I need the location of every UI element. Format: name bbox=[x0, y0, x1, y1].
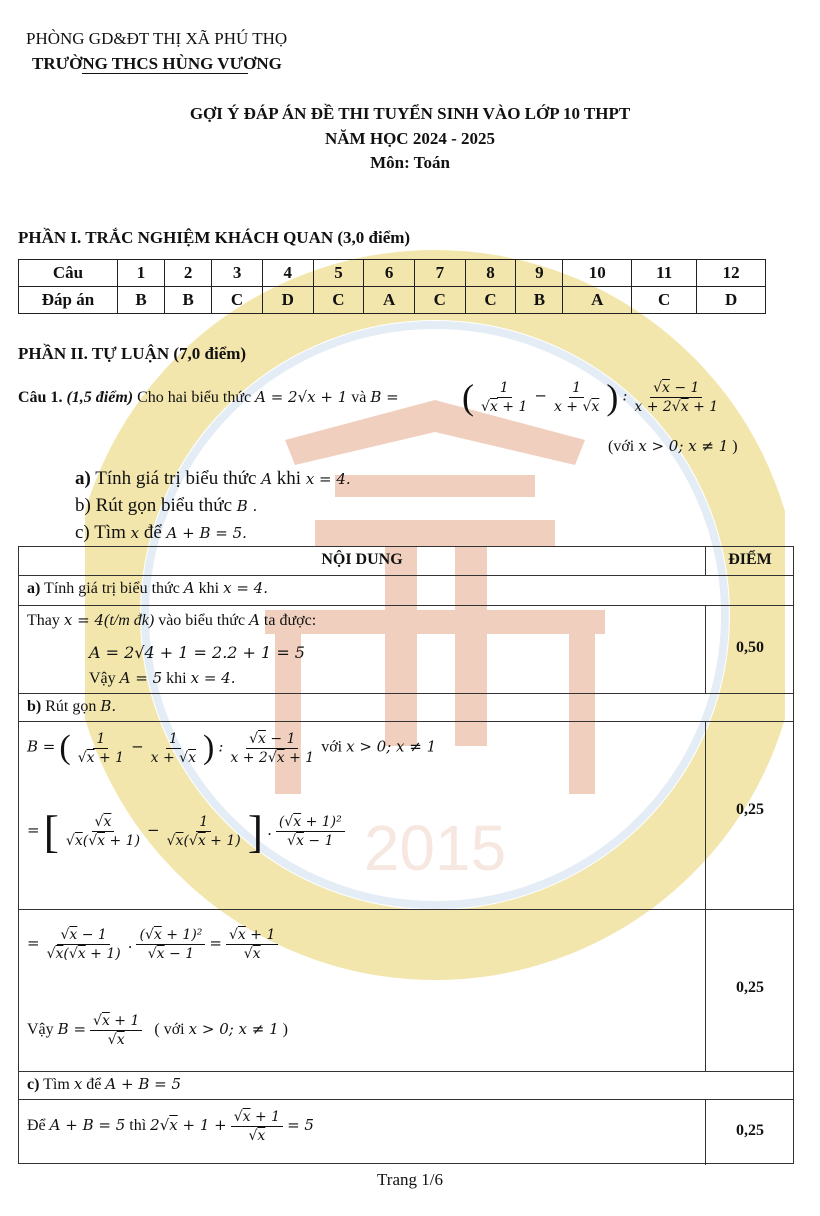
col-header-content: NỘI DUNG bbox=[321, 551, 403, 568]
row-label-answer: Đáp án bbox=[19, 287, 118, 314]
row-divider bbox=[19, 1099, 793, 1100]
section-a-expr2: x = 4. bbox=[223, 579, 268, 597]
task-c-expr2: A + B = 5. bbox=[166, 524, 247, 542]
answer-key-answer-row bbox=[19, 287, 766, 314]
task-a-expr2: x = 4. bbox=[305, 470, 351, 488]
doc-subject: Môn: Toán bbox=[370, 153, 450, 172]
row-label-question: Câu bbox=[19, 260, 118, 287]
answer-letter: C bbox=[414, 287, 465, 314]
task-c-expr: x bbox=[130, 524, 140, 542]
q1-and: và bbox=[351, 389, 367, 406]
doc-year: NĂM HỌC 2024 - 2025 bbox=[325, 129, 495, 148]
section-c-label: c) bbox=[27, 1076, 40, 1093]
answer-letter: A bbox=[364, 287, 415, 314]
b1-cond: x > 0; x ≠ 1 bbox=[346, 737, 437, 756]
b2-vay: Vậy bbox=[27, 1021, 54, 1039]
part2-heading: PHẦN II. TỰ LUẬN (7,0 điểm) bbox=[18, 344, 247, 363]
task-a-text: Tính giá trị biểu thức bbox=[95, 468, 257, 489]
doc-title: GỢI Ý ĐÁP ÁN ĐỀ THI TUYỂN SINH VÀO LỚP 10 THPT bbox=[189, 104, 631, 123]
question-number: 4 bbox=[262, 260, 313, 287]
section-a-score: 0,50 bbox=[736, 639, 764, 656]
c1-rhs: = 5 bbox=[287, 1116, 314, 1135]
row-divider bbox=[19, 721, 793, 722]
section-a-mid: khi bbox=[198, 580, 220, 597]
b2-cond: x > 0; x ≠ 1 bbox=[188, 1020, 279, 1039]
task-b-text: Rút gọn biểu thức bbox=[95, 495, 233, 516]
q1-cond-post: ) bbox=[732, 438, 738, 455]
a3-expr2: x = 4. bbox=[190, 669, 236, 687]
task-a-expr: A bbox=[261, 470, 273, 488]
section-c-title bbox=[27, 1075, 181, 1094]
q1-cond-pre: (với bbox=[608, 438, 635, 455]
section-b-expr: B. bbox=[100, 697, 117, 715]
c1-pre: Để bbox=[27, 1117, 46, 1135]
answer-letter: B bbox=[516, 287, 563, 314]
a1-expr2: A bbox=[249, 611, 260, 629]
answer-letter: C bbox=[632, 287, 697, 314]
task-c-mid: để bbox=[143, 522, 162, 543]
answer-letter: C bbox=[212, 287, 263, 314]
question-number: 2 bbox=[165, 260, 212, 287]
question-number: 10 bbox=[563, 260, 632, 287]
q1-text: Cho hai biểu thức bbox=[137, 389, 252, 406]
section-b-step2-score: 0,25 bbox=[736, 979, 764, 996]
col-divider bbox=[705, 721, 706, 1071]
c1-mid: thì bbox=[129, 1117, 147, 1135]
section-c-expr2: A + B = 5 bbox=[105, 1075, 182, 1093]
c1-expr: A + B = 5 bbox=[49, 1116, 126, 1135]
question-number: 5 bbox=[313, 260, 364, 287]
b2-cond-pre: ( với bbox=[154, 1021, 185, 1039]
emblem-year: 2015 bbox=[363, 812, 507, 884]
school-underline bbox=[82, 73, 248, 74]
section-c-score: 0,25 bbox=[736, 1122, 764, 1139]
answer-letter: C bbox=[465, 287, 516, 314]
q1-points: (1,5 điểm) bbox=[66, 389, 134, 406]
page-number: Trang 1/6 bbox=[377, 1170, 443, 1189]
department-name: PHÒNG GD&ĐT THỊ XÃ PHÚ THỌ bbox=[26, 29, 288, 48]
a3-mid: khi bbox=[166, 670, 187, 687]
a1-post: vào biểu thức bbox=[158, 612, 246, 629]
answer-letter: C bbox=[313, 287, 364, 314]
section-b-conclusion: Vậy B = $\frac{√x + 1}{√x}$ ( với x > 0; x ≠ 1 ) bbox=[27, 1013, 288, 1048]
task-a bbox=[75, 468, 351, 490]
q1-expr-B-lhs: B = bbox=[370, 388, 399, 406]
question1-statement bbox=[18, 388, 399, 407]
question-number: 11 bbox=[632, 260, 697, 287]
a1-end: ta được: bbox=[263, 612, 317, 629]
section-b-label: b) bbox=[27, 698, 42, 715]
task-c-text: Tìm bbox=[94, 522, 126, 543]
section-a-label: a) bbox=[27, 580, 41, 597]
question-number: 12 bbox=[697, 260, 766, 287]
question-number: 6 bbox=[364, 260, 415, 287]
task-b bbox=[75, 495, 257, 517]
section-b-step1-score: 0,25 bbox=[736, 801, 764, 818]
section-b-step1: B = ( $\frac{1}{√x + 1}$ − $\frac{1}{x + √x}$ ) : $\frac{√x - 1}{x + 2√x + 1}$ với x > 0; x ≠ 1 bbox=[27, 729, 437, 766]
section-a-line1 bbox=[27, 611, 316, 630]
section-c-step1: Để A + B = 5 thì 2√x + 1 + $\frac{√x + 1}{√x}$ = 5 bbox=[27, 1109, 314, 1144]
a3-expr: A = 5 bbox=[119, 669, 163, 687]
task-c bbox=[75, 522, 247, 544]
answer-letter: B bbox=[118, 287, 165, 314]
answer-letter: A bbox=[563, 287, 632, 314]
school-name: TRƯỜNG THCS HÙNG VƯƠNG bbox=[32, 54, 282, 73]
question-number: 9 bbox=[516, 260, 563, 287]
question-number: 7 bbox=[414, 260, 465, 287]
a1-pre: Thay bbox=[27, 612, 60, 629]
row-divider bbox=[19, 693, 793, 694]
task-a-mid: khi bbox=[276, 468, 302, 489]
task-b-label: b) bbox=[75, 495, 91, 516]
row-divider bbox=[19, 909, 793, 910]
question-number: 3 bbox=[212, 260, 263, 287]
question-number: 8 bbox=[465, 260, 516, 287]
section-a-text: Tính giá trị biểu thức bbox=[44, 580, 180, 597]
task-b-expr: B . bbox=[236, 497, 258, 515]
row-divider bbox=[19, 575, 793, 576]
section-c-text: Tìm bbox=[43, 1076, 70, 1093]
section-c-mid: để bbox=[86, 1076, 102, 1093]
section-b-title bbox=[27, 697, 116, 716]
task-a-label: a) bbox=[75, 468, 91, 489]
solution-table bbox=[18, 546, 794, 1164]
task-c-label: c) bbox=[75, 522, 90, 543]
answer-key-question-row bbox=[19, 260, 766, 287]
q1-condition bbox=[608, 437, 738, 456]
question-number: 1 bbox=[118, 260, 165, 287]
row-divider bbox=[19, 1071, 793, 1072]
a3-pre: Vậy bbox=[89, 670, 116, 687]
q1-label: Câu 1. bbox=[18, 389, 63, 406]
section-a-line2: A = 2√4 + 1 = 2.2 + 1 = 5 bbox=[89, 643, 305, 662]
section-b-step3: = $\frac{√x - 1}{√x(√x + 1)}$ . $\frac{\text{(√x + 1)²}}{√x - 1}$ = $\frac{√x + 1}{√x}$ bbox=[27, 927, 278, 962]
b1-cond-pre: với bbox=[321, 738, 343, 756]
row-divider bbox=[19, 605, 793, 606]
answer-key-table bbox=[18, 259, 766, 314]
b2-cond-post: ) bbox=[282, 1021, 288, 1039]
part1-heading: PHẦN I. TRẮC NGHIỆM KHÁCH QUAN (3,0 điểm) bbox=[18, 228, 411, 247]
q1-cond-expr: x > 0; x ≠ 1 bbox=[638, 437, 729, 455]
a1-expr: x = 4 bbox=[63, 611, 104, 629]
section-b-step2: = [ $\frac{√x}{√x(√x + 1)}$ − $\frac{1}{√x(√x + 1)}$ ] . $\frac{\text{(√x + 1)²}}{√x - 1}$ bbox=[27, 805, 345, 858]
section-b-text: Rút gọn bbox=[45, 698, 97, 715]
q1-expr-A: A = 2√x + 1 bbox=[255, 388, 348, 406]
section-a-line3 bbox=[89, 669, 235, 688]
section-a-title bbox=[27, 579, 268, 598]
q1-expr-B-formula: ( $\frac{1}{√x + 1}$ − $\frac{1}{x + √x}$ ) : $\frac{√x - 1}{x + 2√x + 1}$ bbox=[462, 377, 719, 417]
answer-letter: D bbox=[697, 287, 766, 314]
answer-letter: D bbox=[262, 287, 313, 314]
answer-letter: B bbox=[165, 287, 212, 314]
a1-note: (t/m đk) bbox=[103, 612, 155, 629]
col-header-score: ĐIỂM bbox=[728, 551, 772, 568]
section-c-expr: x bbox=[73, 1075, 83, 1093]
section-a-expr: A bbox=[183, 579, 195, 597]
